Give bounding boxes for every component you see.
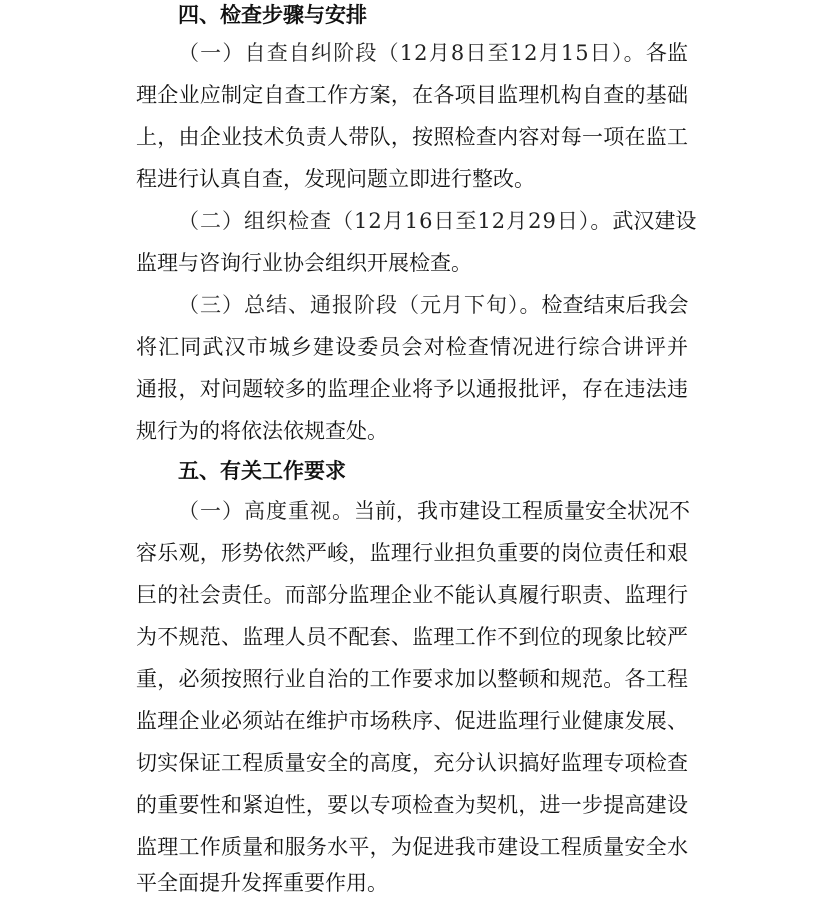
paragraph-text: 武汉建设 — [612, 209, 697, 233]
paragraph-line: 平全面提升发挥重要作用。 — [136, 871, 388, 895]
paragraph-text: 当前，我市建设工程质量安全状况不 — [354, 499, 690, 523]
paragraph-line: 监理企业必须站在维护市场秩序、促进监理行业健康发展、 — [136, 709, 688, 733]
section-heading-5: 五、有关工作要求 — [178, 458, 346, 483]
paragraph-line: 容乐观，形势依然严峻，监理行业担负重要的岗位责任和艰 — [136, 541, 688, 565]
paragraph-label: （三）总结、通报阶段（元月下旬）。 — [178, 293, 542, 317]
paragraph-line: 规行为的将依法依规查处。 — [136, 419, 388, 443]
paragraph-label: （一）自查自纠阶段（12月8日至12月15日）。 — [178, 41, 646, 65]
paragraph-line: 为不规范、监理人员不配套、监理工作不到位的现象比较严 — [136, 625, 688, 649]
paragraph-line: 切实保证工程质量安全的高度，充分认识搞好监理专项检查 — [136, 751, 688, 775]
paragraph-line: 通报，对问题较多的监理企业将予以通报批评，存在违法违 — [136, 377, 688, 401]
paragraph-line: 巨的社会责任。而部分监理企业不能认真履行职责、监理行 — [136, 583, 688, 607]
paragraph-line: 上，由企业技术负责人带队，按照检查内容对每一项在监工 — [136, 125, 688, 149]
paragraph-text: 各监 — [645, 41, 688, 65]
paragraph-line: 监理工作质量和服务水平，为促进我市建设工程质量安全水 — [136, 835, 688, 859]
paragraph-line — [178, 206, 697, 236]
paragraph-line — [178, 290, 688, 320]
paragraph-line: 将汇同武汉市城乡建设委员会对检查情况进行综合讲评并 — [136, 335, 688, 359]
paragraph-line: 重，必须按照行业自治的工作要求加以整顿和规范。各工程 — [136, 667, 688, 691]
paragraph-line — [178, 496, 688, 526]
section-heading-4: 四、检查步骤与安排 — [178, 2, 367, 27]
paragraph-line: 监理与咨询行业协会组织开展检查。 — [136, 251, 472, 275]
paragraph-label: （二）组织检查（12月16日至12月29日）。 — [178, 209, 613, 233]
paragraph-line: 的重要性和紧迫性，要以专项检查为契机，进一步提高建设 — [136, 793, 688, 817]
paragraph-line: 程进行认真自查，发现问题立即进行整改。 — [136, 167, 535, 191]
paragraph-line — [178, 38, 688, 68]
paragraph-label: （一）高度重视。 — [178, 499, 354, 523]
paragraph-text: 检查结束后我会 — [541, 293, 689, 317]
paragraph-line: 理企业应制定自查工作方案，在各项目监理机构自查的基础 — [136, 83, 688, 107]
